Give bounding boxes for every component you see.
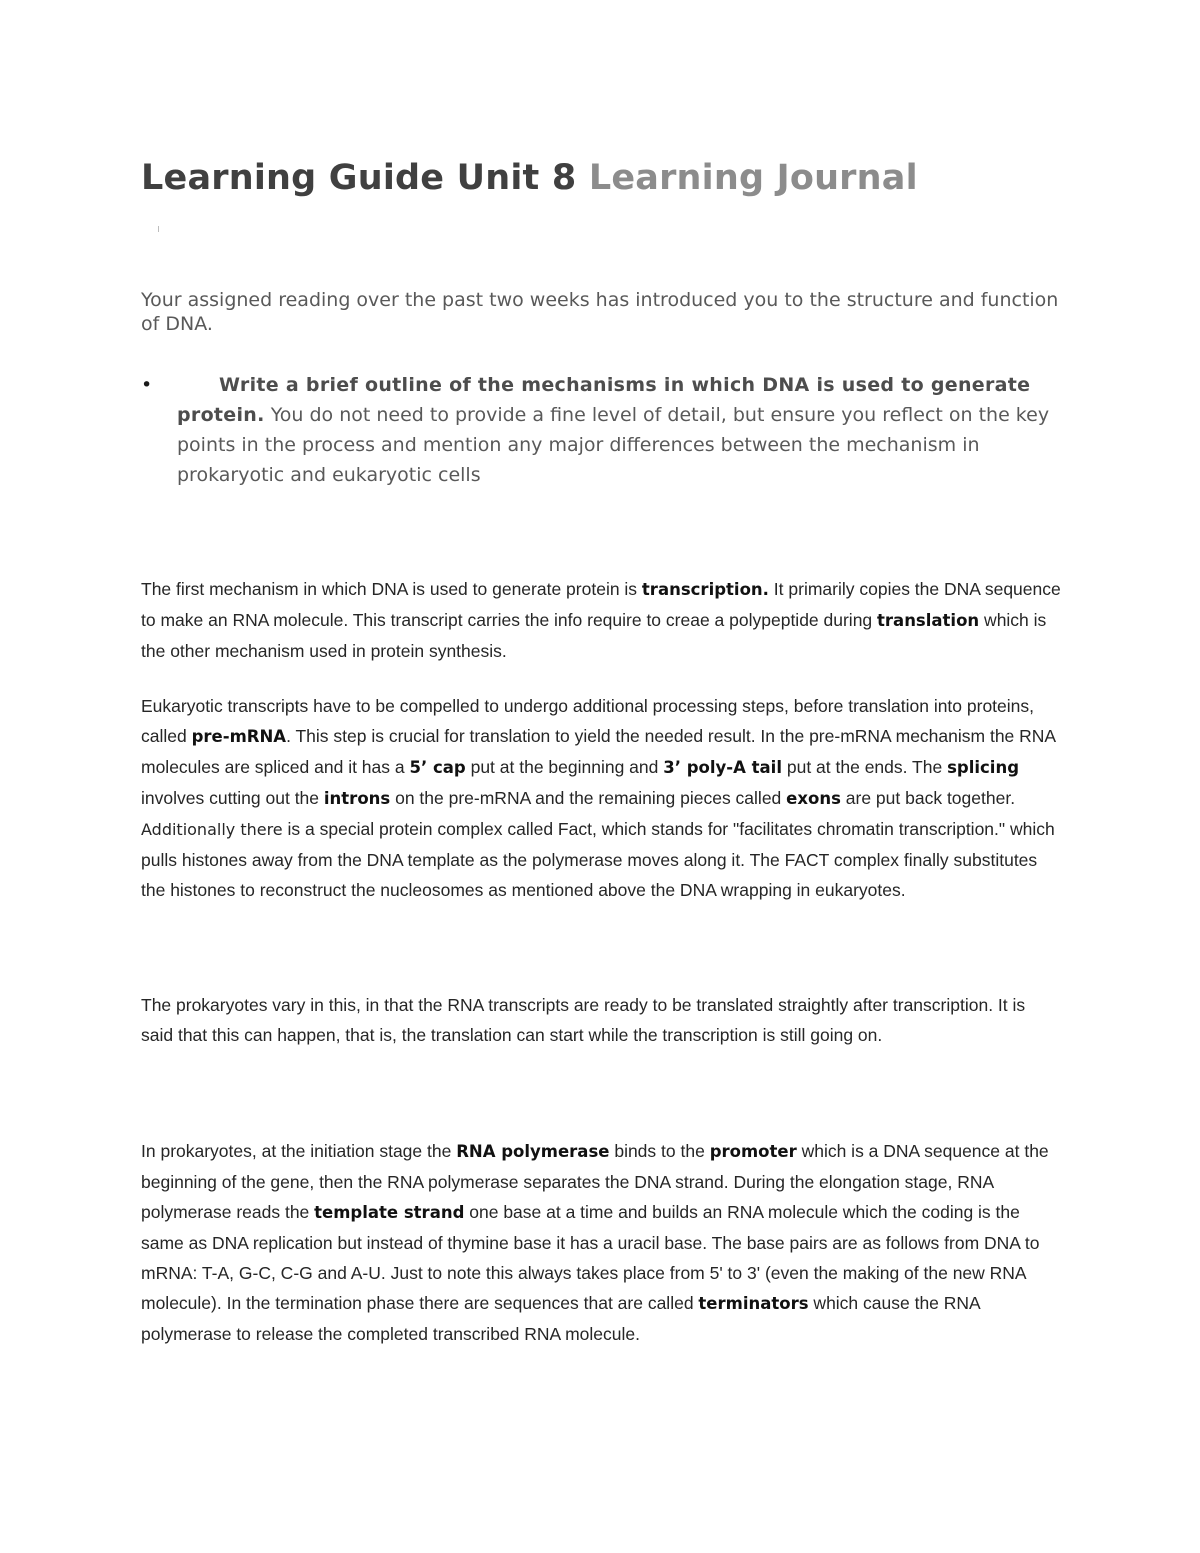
term-template-strand: template strand xyxy=(314,1203,465,1222)
term-transcription: transcription. xyxy=(641,580,769,599)
text-run: which is a DNA sequence at the beginning of the gene, then the RNA polymerase separates the DNA strand. During the elongation stage, RNA polymerase reads the xyxy=(141,1141,1049,1222)
assignment-bullet xyxy=(141,370,1061,490)
term-exons: exons xyxy=(786,789,841,808)
text-run: are put back together. xyxy=(840,788,1016,808)
text-run: one base at a time and builds an RNA molecule which the coding is the same as DNA replication but instead of thymine base it has a uracil base. The base pairs are as follows from DNA to mRNA: T-A, G-C, C-G and A-U. Just to note this always takes place from 5' to 3' (even the making of the new RNA molecule). In the termination phase there are sequences that are called xyxy=(141,1202,1040,1313)
term-translation: translation xyxy=(877,611,980,630)
term-rna-polymerase: RNA polymerase xyxy=(456,1142,610,1161)
title-main: Learning Guide Unit 8 xyxy=(141,158,577,198)
text-run: It primarily copies the DNA sequence to make an RNA molecule. This transcript carries the info require to creae a polypeptide during xyxy=(141,579,1061,630)
text-run: which cause the RNA polymerase to release the completed transcribed RNA molecule. xyxy=(141,1293,980,1344)
text-run: which is the other mechanism used in protein synthesis. xyxy=(141,610,1047,661)
assignment-prompt-bold: Write a brief outline of the mechanisms in which DNA is used to generate protein. xyxy=(177,374,1031,426)
term-promoter: promoter xyxy=(709,1142,797,1161)
paragraph-prokaryotes: The prokaryotes vary in this, in that the RNA transcripts are ready to be translated straightly after transcription. It is said that this can happen, that is, the translation can start while the transcription is still going on. xyxy=(141,995,1026,1045)
text-run: put at the ends. The xyxy=(782,757,948,777)
text-run: put at the beginning and xyxy=(465,757,664,777)
title-subtitle: Learning Journal xyxy=(588,158,918,198)
cursor-mark xyxy=(158,226,159,232)
paragraph-prokaryotic-stages xyxy=(141,1136,1061,1349)
term-5-cap: 5’ cap xyxy=(409,758,466,777)
intro-paragraph: Your assigned reading over the past two weeks has introduced you to the structure and function of DNA. xyxy=(141,289,1059,335)
text-run: is a special protein complex called Fact, which stands for "facilitates chromatin transcription." which pulls histones away from the DNA template as the polymerase moves along it. The FACT complex finally substitutes the histones to reconstruct the nucleosomes as mentioned above the DNA wrapping in eukaryotes. xyxy=(141,819,1055,900)
text-run: The first mechanism in which DNA is used to generate protein is xyxy=(141,579,642,599)
paragraph-transcription xyxy=(141,574,1061,666)
text-run: binds to the xyxy=(609,1141,710,1161)
paragraph-eukaryotic xyxy=(141,691,1061,905)
text-run: Eukaryotic transcripts have to be compelled to undergo additional processing steps, before translation into proteins, called xyxy=(141,696,1035,746)
assignment-prompt-text: You do not need to provide a fine level of detail, but ensure you reflect on the key points in the process and mention any major differences between the mechanism in prokaryotic and eukaryotic cells xyxy=(177,404,1050,486)
term-terminators: terminators xyxy=(698,1294,809,1313)
bullet-icon: • xyxy=(141,374,153,396)
page-title xyxy=(141,152,1061,204)
text-run: on the pre-mRNA and the remaining pieces called xyxy=(390,788,787,808)
term-pre-mrna: pre-mRNA xyxy=(191,727,287,746)
term-splicing: splicing xyxy=(947,758,1020,777)
text-run-alt-font: Additionally there xyxy=(141,820,283,839)
term-introns: introns xyxy=(323,789,391,808)
term-poly-a-tail: 3’ poly-A tail xyxy=(663,758,782,777)
text-run: involves cutting out the xyxy=(141,788,324,808)
text-run: . This step is crucial for translation to yield the needed result. In the pre-mRNA mechanism the RNA molecules are spliced and it has a xyxy=(141,726,1056,777)
document-body xyxy=(141,152,1061,1349)
text-run: In prokaryotes, at the initiation stage the xyxy=(141,1141,457,1161)
